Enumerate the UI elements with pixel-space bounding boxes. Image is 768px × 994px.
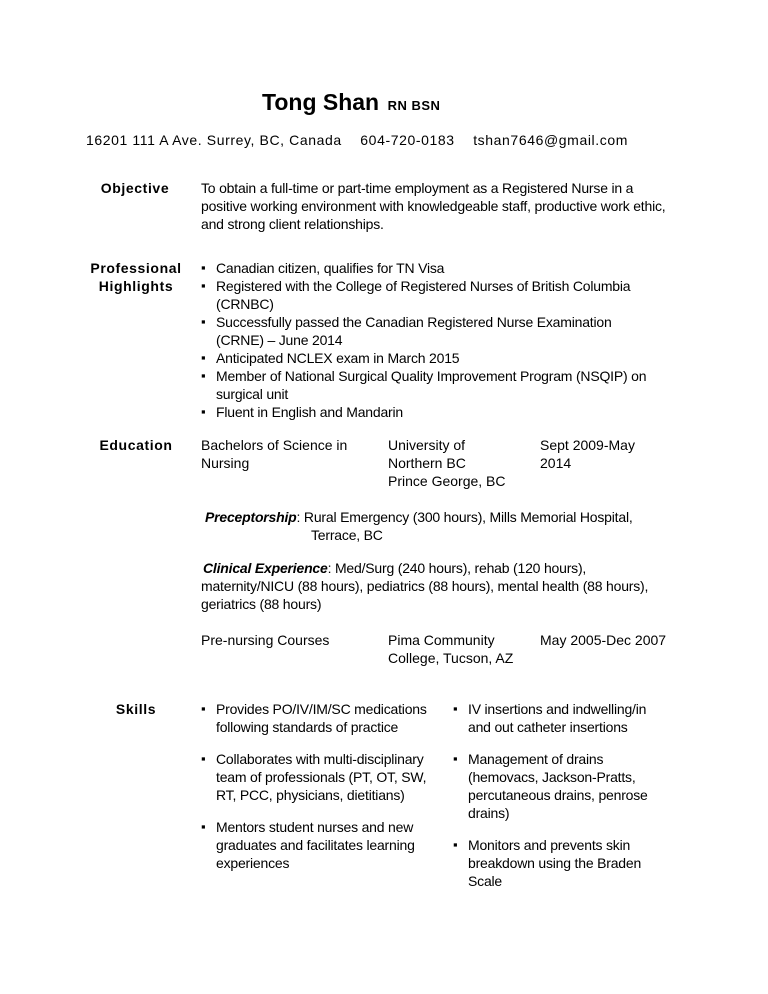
education-label: Education [99,437,173,453]
list-item: ▪ Provides PO/IV/IM/SC medications following standards of practice [201,700,441,736]
skills-left-column [201,700,441,872]
clinical-experience [201,559,661,613]
list-item: ▪ Anticipated NCLEX exam in March 2015 [201,349,671,367]
degree-school-name: University of Northern BC [388,437,466,471]
clinical-experience-label: Clinical Experience [203,560,328,576]
prenursing-dates: May 2005-Dec 2007 [540,632,667,648]
preceptorship-label: Preceptorship [205,509,297,525]
skills-label: Skills [115,701,157,717]
degree-school-location: Prince George, BC [388,473,506,489]
section-label-education [86,436,186,454]
list-item: ▪ Collaborates with multi-disciplinary team of professionals (PT, OT, SW, RT, PCC, physicians, dietitians) [201,750,431,804]
list-item: ▪ Successfully passed the Canadian Registered Nurse Examination (CRNE) – June 2014 [201,313,656,349]
email-address: tshan7646@gmail.com [473,132,628,148]
prenursing-school: Pima Community College, Tucson, AZ [388,632,514,666]
skills-right-column [453,700,668,890]
candidate-name: Tong Shan [262,89,380,115]
prenursing-title: Pre-nursing Courses [201,632,330,648]
section-label-objective [86,179,184,197]
highlights-list [201,259,671,421]
preceptorship-text: : Rural Emergency (300 hours), Mills Memorial Hospital, [296,509,633,525]
degree-school [388,436,528,490]
preceptorship-text-cont: Terrace, BC [311,527,383,543]
section-label-skills [86,700,186,718]
address: 16201 111 A Ave. Surrey, BC, Canada [86,132,342,148]
list-item: ▪ Member of National Surgical Quality Improvement Program (NSQIP) on surgical unit [201,367,671,403]
list-item: ▪ Mentors student nurses and new graduates and facilitates learning experiences [201,818,441,872]
list-item: ▪ Monitors and prevents skin breakdown using the Braden Scale [453,836,668,890]
objective-label: Objective [100,180,170,196]
contact-line [86,132,628,148]
degree-dates: Sept 2009-May 2014 [540,437,635,471]
phone-number: 604-720-0183 [360,132,455,148]
list-item: ▪ Canadian citizen, qualifies for TN Visa [201,259,671,277]
highlights-label-line2: Highlights [98,278,174,294]
list-item: ▪ IV insertions and indwelling/in and out catheter insertions [453,700,668,736]
list-item: ▪ Fluent in English and Mandarin [201,403,671,421]
preceptorship [205,508,675,544]
list-item: ▪ Management of drains (hemovacs, Jackson-Pratts, percutaneous drains, penrose drains) [453,750,658,822]
candidate-credentials: RN BSN [387,98,441,113]
list-item: ▪ Registered with the College of Registered Nurses of British Columbia (CRNBC) [201,277,671,313]
clinical-experience-text: : Med/Surg (240 hours), rehab (120 hours), maternity/NICU (88 hours), pediatrics (88 hours), mental health (88 hours), geriatrics (88 hours) [201,560,649,612]
degree-title: Bachelors of Science in Nursing [201,437,348,471]
objective-text: To obtain a full-time or part-time employment as a Registered Nurse in a positive working environment with knowledgeable staff, productive work ethic, and strong client relationships. [201,180,666,232]
candidate-name-line [262,89,440,116]
highlights-label-line1: Professional [90,260,182,276]
section-label-highlights [86,259,186,295]
